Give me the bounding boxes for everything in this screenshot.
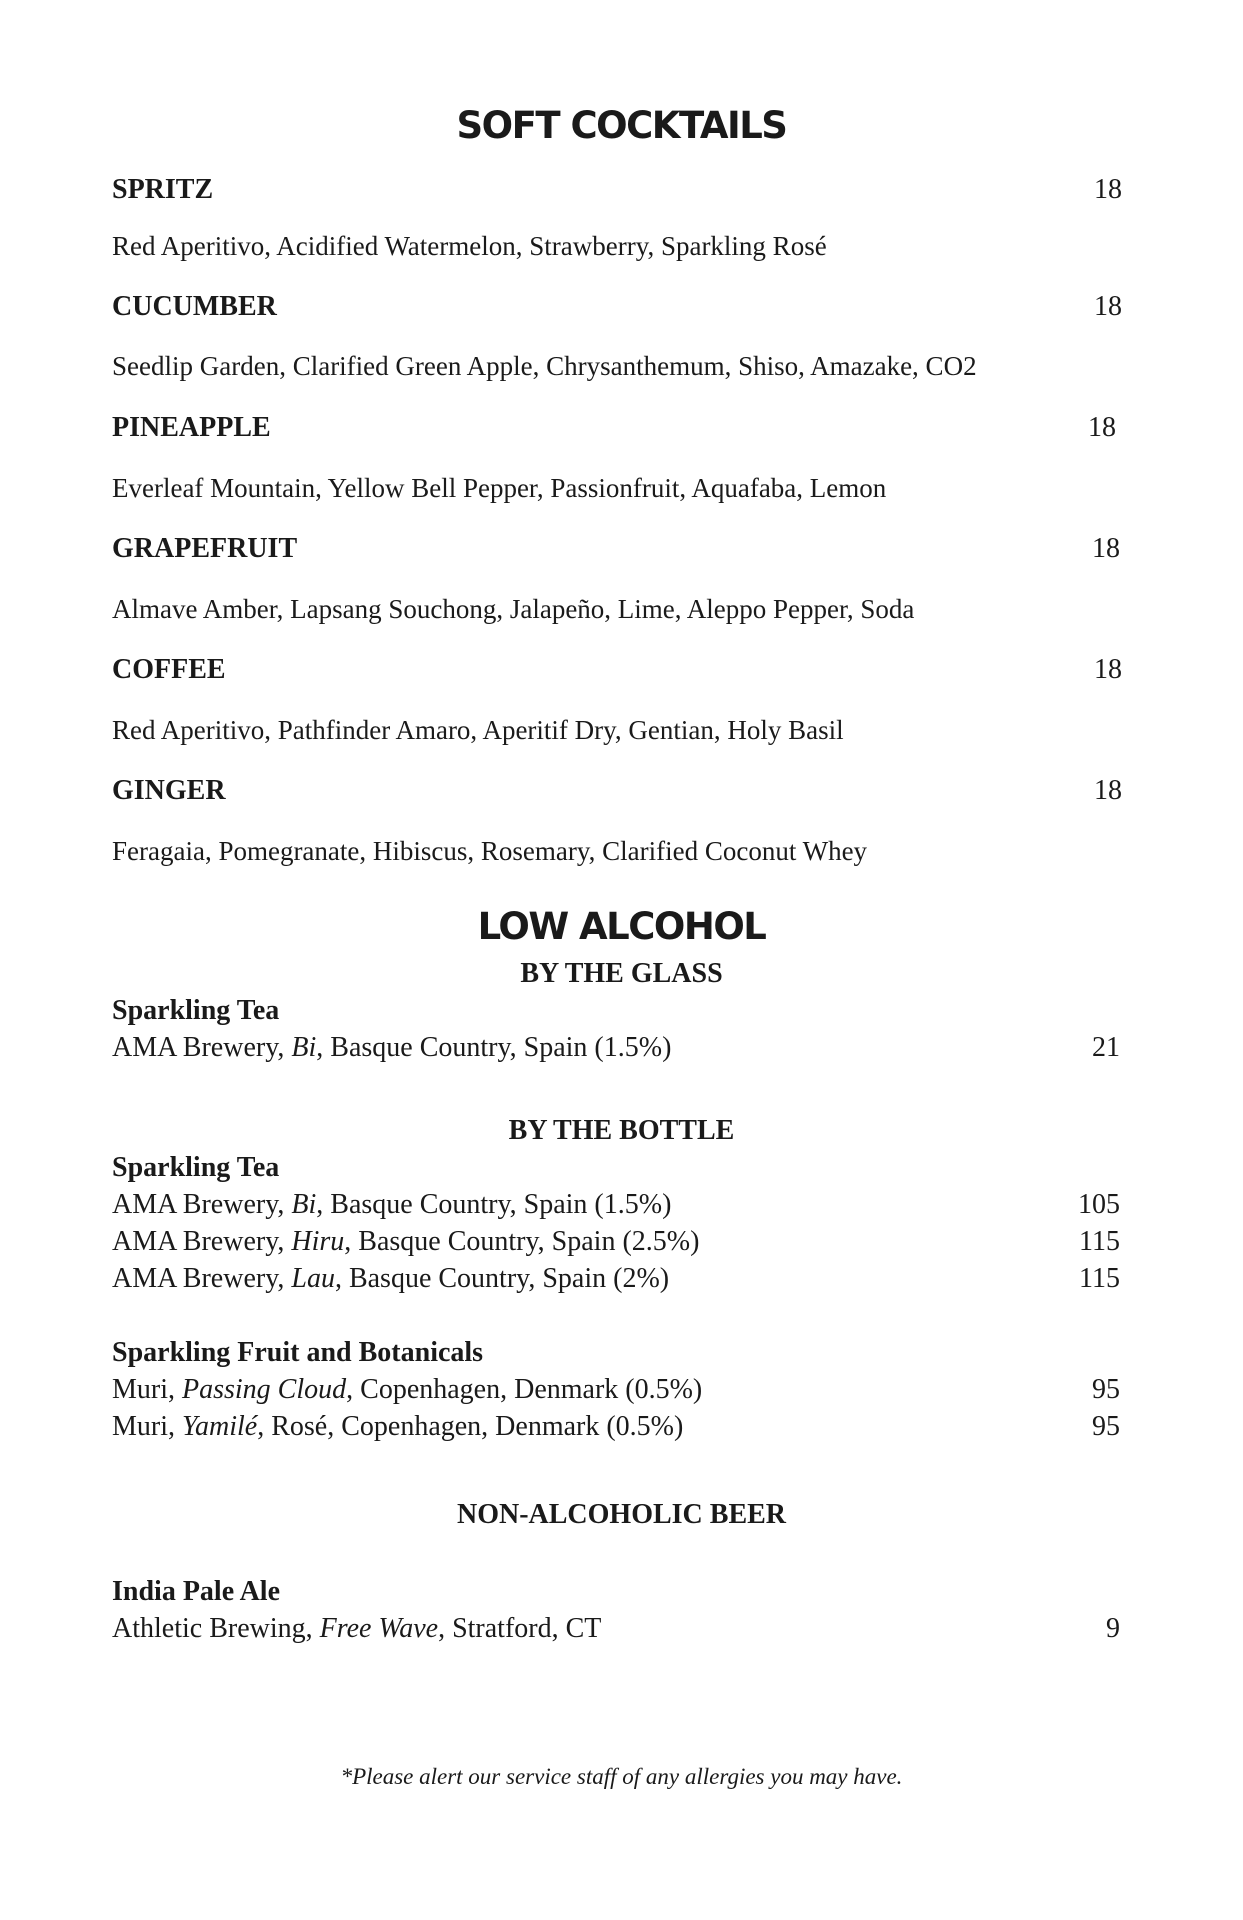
- item-price: 18: [1088, 412, 1116, 443]
- soft-cocktails-title: SOFT COCKTAILS: [456, 104, 787, 147]
- wine-name: Lau: [291, 1263, 335, 1294]
- non-alcoholic-beer-title: NON-ALCOHOLIC BEER: [456, 1499, 787, 1530]
- allergy-footnote: *Please alert our service staff of any allergies you may have.: [340, 1764, 903, 1789]
- item-name: SPRITZ: [112, 174, 214, 205]
- item-name: PINEAPPLE: [112, 412, 271, 443]
- item-price: 18: [1092, 533, 1120, 564]
- wine-name: Hiru: [291, 1226, 345, 1257]
- list-item: [112, 1224, 1120, 1260]
- menu-item-ginger: [112, 773, 1122, 809]
- wine-name: Yamilé: [182, 1411, 258, 1442]
- list-item: [112, 1261, 1120, 1297]
- item-price: 21: [1092, 1032, 1120, 1063]
- menu-item-coffee: [112, 652, 1122, 688]
- producer: AMA Brewery,: [112, 1189, 292, 1220]
- item-price: 105: [1078, 1189, 1120, 1220]
- list-item: [112, 1611, 1120, 1647]
- producer: Muri,: [112, 1411, 182, 1442]
- producer: Athletic Brewing,: [112, 1613, 320, 1644]
- origin: , Stratford, CT: [438, 1613, 602, 1644]
- menu-item-cucumber: [112, 289, 1122, 325]
- item-name: GINGER: [112, 775, 226, 806]
- origin: , Basque Country, Spain (2.5%): [344, 1226, 700, 1257]
- menu-item-pineapple: [112, 410, 1122, 446]
- list-item: [112, 1409, 1120, 1445]
- item-description: Everleaf Mountain, Yellow Bell Pepper, Passionfruit, Aquafaba, Lemon: [112, 473, 887, 503]
- origin: , Basque Country, Spain (1.5%): [316, 1189, 672, 1220]
- origin: , Basque Country, Spain (2%): [334, 1263, 670, 1294]
- category-india-pale-ale: India Pale Ale: [112, 1576, 281, 1607]
- origin: , Copenhagen, Denmark (0.5%): [346, 1374, 703, 1405]
- item-description: Seedlip Garden, Clarified Green Apple, Chrysanthemum, Shiso, Amazake, CO2: [112, 351, 977, 381]
- item-name: COFFEE: [112, 654, 226, 685]
- item-price: 18: [1094, 291, 1122, 322]
- item-description: Feragaia, Pomegranate, Hibiscus, Rosemary, Clarified Coconut Whey: [112, 836, 868, 866]
- item-description: Red Aperitivo, Acidified Watermelon, Strawberry, Sparkling Rosé: [112, 231, 827, 261]
- list-item: [112, 1187, 1120, 1223]
- menu-item-grapefruit: [112, 531, 1122, 567]
- category-sparkling-tea-bottle: Sparkling Tea: [112, 1152, 280, 1183]
- menu-item-spritz: [112, 172, 1122, 208]
- item-name: GRAPEFRUIT: [112, 533, 298, 564]
- by-the-bottle-title: BY THE BOTTLE: [508, 1115, 735, 1146]
- list-item: [112, 1030, 1120, 1066]
- item-price: 115: [1079, 1263, 1120, 1294]
- wine-name: Bi: [291, 1032, 317, 1063]
- category-sparkling-fruit-botanicals: Sparkling Fruit and Botanicals: [112, 1337, 484, 1368]
- item-price: 18: [1094, 775, 1122, 806]
- item-price: 18: [1094, 174, 1122, 205]
- origin: , Rosé, Copenhagen, Denmark (0.5%): [257, 1411, 684, 1442]
- item-price: 18: [1094, 654, 1122, 685]
- wine-name: Passing Cloud: [182, 1374, 347, 1405]
- wine-name: Free Wave: [319, 1613, 439, 1644]
- item-description: Almave Amber, Lapsang Souchong, Jalapeño, Lime, Aleppo Pepper, Soda: [112, 594, 915, 624]
- item-price: 9: [1106, 1613, 1120, 1644]
- producer: AMA Brewery,: [112, 1226, 292, 1257]
- item-price: 115: [1079, 1226, 1120, 1257]
- category-sparkling-tea-glass: Sparkling Tea: [112, 995, 280, 1026]
- origin: , Basque Country, Spain (1.5%): [316, 1032, 672, 1063]
- producer: AMA Brewery,: [112, 1263, 292, 1294]
- wine-name: Bi: [291, 1189, 317, 1220]
- producer: Muri,: [112, 1374, 182, 1405]
- item-price: 95: [1092, 1374, 1120, 1405]
- producer: AMA Brewery,: [112, 1032, 292, 1063]
- low-alcohol-title: LOW ALCOHOL: [477, 905, 766, 948]
- item-price: 95: [1092, 1411, 1120, 1442]
- list-item: [112, 1372, 1120, 1408]
- item-description: Red Aperitivo, Pathfinder Amaro, Aperitif Dry, Gentian, Holy Basil: [112, 715, 844, 745]
- item-name: CUCUMBER: [112, 291, 277, 322]
- by-the-glass-title: BY THE GLASS: [520, 958, 723, 989]
